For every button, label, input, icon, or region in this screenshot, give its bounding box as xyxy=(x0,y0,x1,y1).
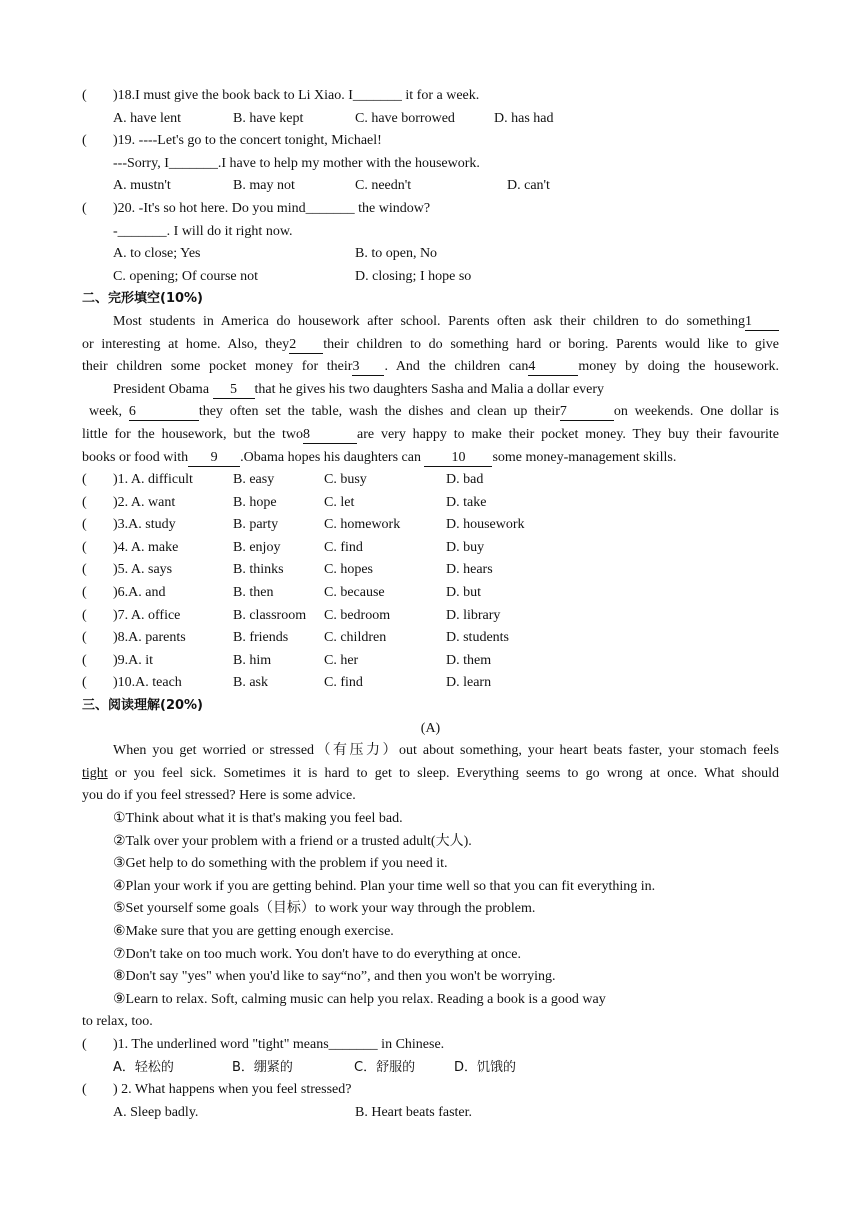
answer-paren: ( xyxy=(82,607,87,623)
option-b: B. enjoy xyxy=(233,539,281,555)
option-b: B. easy xyxy=(233,472,275,488)
cloze-line: President Obama 5 that he gives his two daughters Sasha and Malia a dollar every xyxy=(113,381,605,397)
question-18-options xyxy=(82,108,779,131)
answer-paren: ( xyxy=(82,539,87,555)
option-c: C. needn't xyxy=(355,178,412,194)
option-d: D. learn xyxy=(446,675,492,691)
cloze-question xyxy=(82,492,779,515)
cloze-question xyxy=(82,627,779,650)
option-c: C. bedroom xyxy=(324,607,391,623)
option-a: )3.A. study xyxy=(113,517,176,533)
option-a: )1. A. difficult xyxy=(113,472,193,488)
advice-list xyxy=(82,808,779,1011)
blank-10: 10 xyxy=(424,450,492,467)
passage-line: you do if you feel stressed? Here is some advice. xyxy=(82,788,356,804)
cloze-question xyxy=(82,605,779,628)
advice-item: ⑤Set yourself some goals（目标）to work your way through the problem. xyxy=(113,901,536,917)
option-c: C. her xyxy=(324,652,359,668)
cloze-question xyxy=(82,582,779,605)
reading-question-2 xyxy=(82,1079,779,1102)
option-c: C. children xyxy=(324,630,387,646)
option-b: B. have kept xyxy=(233,110,304,126)
option-b: B．绷紧的 xyxy=(232,1059,293,1075)
blank-7: 7 xyxy=(560,404,614,421)
cloze-question xyxy=(82,650,779,673)
underlined-word: tight xyxy=(82,765,108,781)
option-d: D. but xyxy=(446,585,481,601)
option-c: C. homework xyxy=(324,517,401,533)
option-d: D. them xyxy=(446,652,492,668)
passage-line: When you get worried or stressed（有压力）out about something, your heart beats faster, your stomach feels xyxy=(113,743,779,759)
option-d: D. library xyxy=(446,607,501,623)
option-c: C. find xyxy=(324,675,363,691)
option-a: A．轻松的 xyxy=(113,1059,174,1075)
answer-paren: ( xyxy=(82,652,87,668)
cloze-line: or interesting at home. Also, they2 their children to do something hard or boring. Parents would like to give xyxy=(82,336,779,352)
option-c: C. hopes xyxy=(324,562,373,578)
question-20-options-ab xyxy=(82,243,779,266)
question-19 xyxy=(82,130,779,153)
option-d: D．饥饿的 xyxy=(454,1059,517,1075)
question-20-options-cd xyxy=(82,266,779,289)
blank-1: 1 xyxy=(745,314,779,331)
reading-question-1-options xyxy=(82,1057,779,1080)
option-d: D. housework xyxy=(446,517,525,533)
option-b: B. thinks xyxy=(233,562,284,578)
advice-item: ⑧Don't say "yes" when you'd like to say“no”, and then you won't be worrying. xyxy=(113,969,556,985)
advice-item: ⑨Learn to relax. Soft, calming music can help you relax. Reading a book is a good way xyxy=(113,991,606,1007)
option-d: D. students xyxy=(446,630,509,646)
reading-question-1 xyxy=(82,1034,779,1057)
option-d: D. buy xyxy=(446,539,485,555)
question-19-reply: ---Sorry, I_______.I have to help my mother with the housework. xyxy=(113,155,480,171)
option-b: B. hope xyxy=(233,494,277,510)
option-c: C．舒服的 xyxy=(354,1059,416,1075)
cloze-question-list xyxy=(82,469,779,695)
option-a: )4. A. make xyxy=(113,539,179,555)
option-b: B. may not xyxy=(233,178,295,194)
answer-paren: ( xyxy=(82,133,87,149)
cloze-line: little for the housework, but the two8 are very happy to make their pocket money. They buy their favourite xyxy=(82,426,779,442)
option-b: B. party xyxy=(233,517,279,533)
passage-line: tight or you feel sick. Sometimes it is hard to get to sleep. Everything seems to go wrong at once. What should xyxy=(82,765,779,781)
option-c: C. because xyxy=(324,585,385,601)
option-b: B. ask xyxy=(233,675,268,691)
option-a: A. have lent xyxy=(113,110,182,126)
cloze-question xyxy=(82,559,779,582)
advice-item: ⑦Don't take on too much work. You don't have to do everything at once. xyxy=(113,946,521,962)
option-c: C. let xyxy=(324,494,355,510)
blank-6: 6 xyxy=(129,404,199,421)
question-19-options xyxy=(82,175,779,198)
cloze-question xyxy=(82,514,779,537)
option-b: B. him xyxy=(233,652,272,668)
option-b: B. Heart beats faster. xyxy=(355,1104,473,1120)
cloze-question xyxy=(82,469,779,492)
question-stem: )1. The underlined word "tight" means_______ in Chinese. xyxy=(113,1036,445,1052)
option-a: A. Sleep badly. xyxy=(113,1104,199,1120)
answer-paren: ( xyxy=(82,494,87,510)
answer-paren: ( xyxy=(82,472,87,488)
option-d: D. take xyxy=(446,494,487,510)
blank-8: 8 xyxy=(303,427,357,444)
answer-paren: ( xyxy=(82,88,87,103)
question-stem: )18.I must give the book back to Li Xiao. I_______ it for a week. xyxy=(113,88,480,103)
passage-line: to relax, too. xyxy=(82,1014,153,1030)
advice-item: ①Think about what it is that's making you feel bad. xyxy=(113,811,403,826)
answer-paren: ( xyxy=(82,517,87,533)
answer-paren: ( xyxy=(82,562,87,578)
question-stem: ) 2. What happens when you feel stressed? xyxy=(113,1082,352,1098)
option-d: D. bad xyxy=(446,472,484,488)
section-heading-cloze: 二、完形填空(10%) xyxy=(82,291,203,307)
advice-item: ④Plan your work if you are getting behind. Plan your time well so that you can fit everything in. xyxy=(113,878,656,894)
option-a: )9.A. it xyxy=(113,652,154,668)
passage-label: (A) xyxy=(420,720,441,736)
question-stem: )19. ----Let's go to the concert tonight, Michael! xyxy=(113,133,382,149)
answer-paren: ( xyxy=(82,630,87,646)
reading-question-2-options xyxy=(82,1102,779,1125)
cloze-question xyxy=(82,537,779,560)
question-20-reply: -_______. I will do it right now. xyxy=(113,223,293,239)
option-a: )7. A. office xyxy=(113,607,181,623)
option-d: D. closing; I hope so xyxy=(355,268,472,284)
option-b: B. to open, No xyxy=(355,246,438,262)
blank-4: 4 xyxy=(528,359,578,376)
option-b: B. friends xyxy=(233,630,289,646)
option-a: )2. A. want xyxy=(113,494,176,510)
option-b: B. then xyxy=(233,585,274,601)
option-a: )5. A. says xyxy=(113,562,173,578)
option-d: D. hears xyxy=(446,562,493,578)
blank-3: 3 xyxy=(352,359,384,376)
cloze-line: Most students in America do housework after school. Parents often ask their children to do something1 xyxy=(82,311,779,334)
option-c: C. busy xyxy=(324,472,367,488)
option-d: D. has had xyxy=(494,110,554,126)
answer-paren: ( xyxy=(82,1082,87,1098)
answer-paren: ( xyxy=(82,1036,87,1052)
option-d: D. can't xyxy=(507,178,550,194)
option-a: )8.A. parents xyxy=(113,630,186,646)
answer-paren: ( xyxy=(82,675,87,691)
question-18 xyxy=(82,85,779,108)
question-20 xyxy=(82,198,779,221)
option-c: C. have borrowed xyxy=(355,110,455,126)
section-heading-reading: 三、阅读理解(20%) xyxy=(82,698,203,714)
cloze-line: their children some pocket money for their3 . And the children can4 money by doing the housework. xyxy=(82,359,779,375)
option-a: )6.A. and xyxy=(113,585,166,601)
advice-item: ③Get help to do something with the problem if you need it. xyxy=(113,856,448,872)
option-a: A. to close; Yes xyxy=(113,246,201,262)
option-b: B. classroom xyxy=(233,607,307,623)
option-c: C. opening; Of course not xyxy=(113,268,259,284)
blank-9: 9 xyxy=(188,450,240,467)
cloze-line: week, 6 they often set the table, wash the dishes and clean up their7 on weekends. One dollar is xyxy=(89,404,779,420)
advice-item: ②Talk over your problem with a friend or a trusted adult(大人). xyxy=(113,833,472,849)
blank-2: 2 xyxy=(289,337,323,354)
answer-paren: ( xyxy=(82,200,87,216)
option-a: )10.A. teach xyxy=(113,675,182,691)
question-stem: )20. -It's so hot here. Do you mind_______ the window? xyxy=(113,200,431,216)
advice-item: ⑥Make sure that you are getting enough exercise. xyxy=(113,923,394,939)
blank-5: 5 xyxy=(213,382,255,399)
cloze-line: books or food with 9 .Obama hopes his daughters can 10 some money-management skills. xyxy=(82,449,677,465)
worksheet-page xyxy=(82,85,779,1124)
cloze-question xyxy=(82,672,779,695)
option-c: C. find xyxy=(324,539,363,555)
answer-paren: ( xyxy=(82,585,87,601)
option-a: A. mustn't xyxy=(113,178,171,194)
